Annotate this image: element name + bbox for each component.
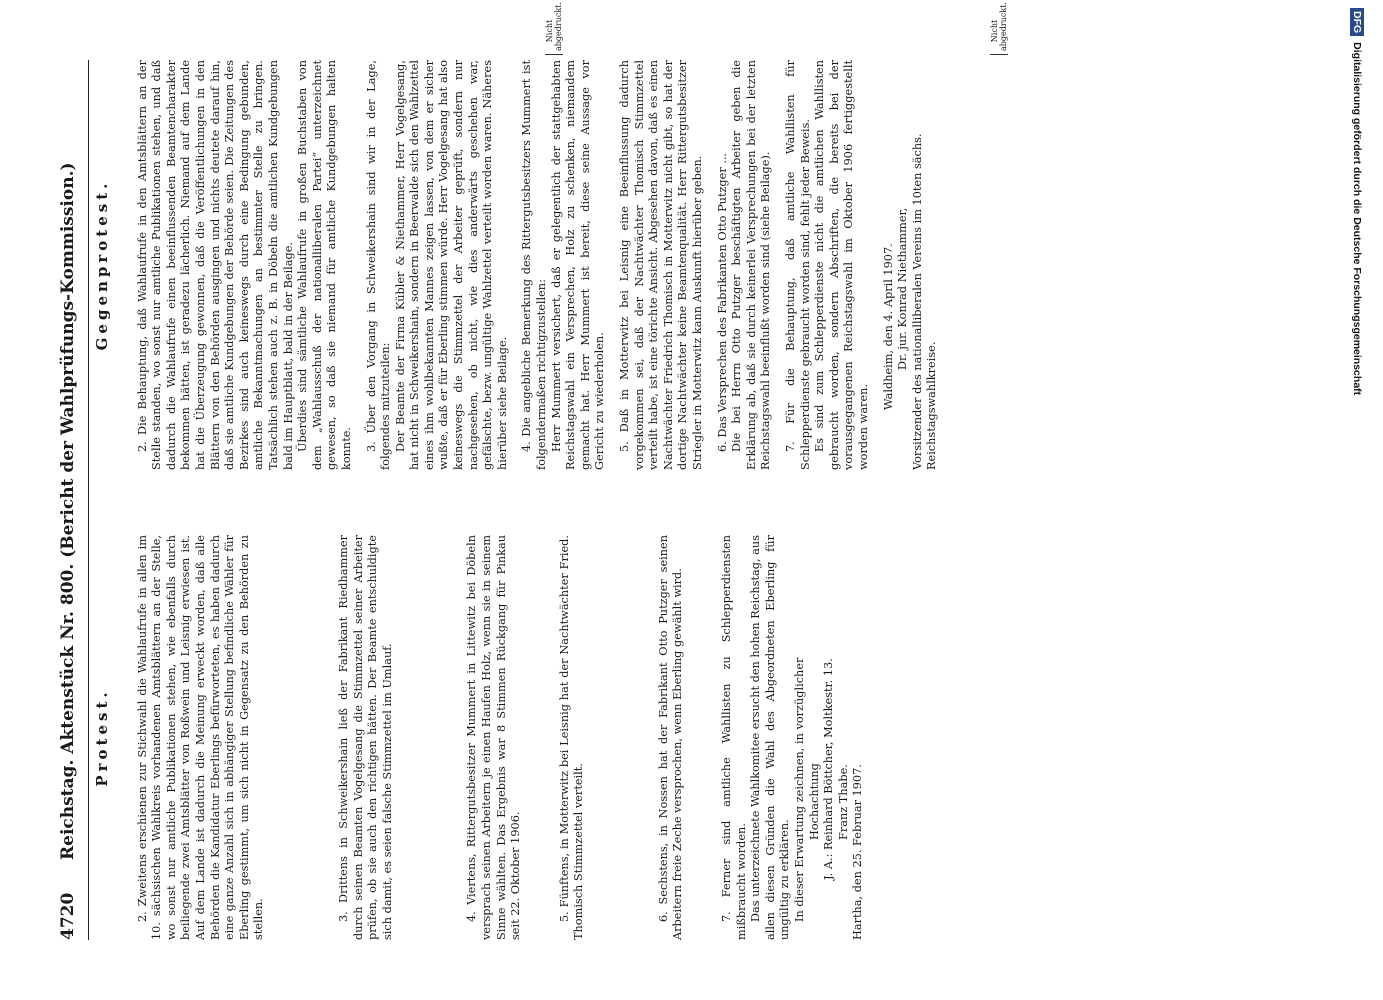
protest-signature-1: J. A.: Reinhard Böttcher, Moltkestr. 13.: [822, 658, 836, 880]
counter-protest-column: [95, 60, 940, 470]
counter-point-2b: Überdies sind sämtliche Wahlaufrufe in großen Buchstaben von dem „Wahlausschuß der nationalliberalen Partei“ unterzeichnet gewesen, so daß sie niemand für amtliche Kundgebungen halten konnte.: [296, 60, 353, 470]
counter-signature-name: Dr. jur. Konrad Niethammer,: [896, 207, 910, 370]
protest-column: [95, 535, 866, 940]
protest-point-2: 2. Zweitens erschienen zur Stichwahl die Wahlaufrufe in allen im 10. sächsischen Wahlkreis vorhandenen Amtsblättern an der Stelle, wo sonst nur amtliche Publikationen stehen, wie ebenfalls durch beiliegende zwei Amtsblätter von Roßwein und Leisnig erwiesen ist. Auf dem Lande ist dadurch die Meinung erweckt worden, daß alle Behörden die Kandidatur Eberlings befürworteten, es haben dadurch eine ganze Anzahl sich in abhängiger Stellung befindliche Wähler für Eberling gestimmt, um sich nicht in Gegensatz zu den Behörden zu stellen.: [135, 535, 266, 940]
counter-point-3b: Der Beamte der Firma Kübler & Niethammer, Herr Vogelgesang, hat nicht in Schweikershain, sondern in Beerwalde sich den Wahlzettel eines ihm wohlbekannten Mannes zeigen lassen, von dem er sicher wußte, daß er für Eberling stimmen würde. Herr Vogelgesang hat also keineswegs die Stimmzettel der Arbeiter geprüft, sondern nur nachgesehen, ob nicht, wie dies anderwärts geschehen war, gefälschte, bezw. ungültige Wahlzettel verteilt worden waren. Näheres hierüber siehe Beilage.: [393, 60, 509, 470]
stamp-text: Digitalisierung gefördert durch die Deutsche Forschungsgemeinschaft: [1351, 42, 1363, 396]
digitization-stamp: [1345, 8, 1369, 998]
protest-request: Das unterzeichnete Wahlkomitee ersucht den hohen Reichstag, aus allen diesen Gründen die Wahl des Abgeordneten Eberling für ungültig zu erklären.: [749, 535, 792, 940]
page-header: [58, 60, 86, 940]
counter-point-7b: Es sind zum Schlepperdienste nicht die amtlichen Wahllisten gebraucht worden, sondern Abschriften, die bereits bei der vorausgegangenen Reichstagswahl im Oktober 1906 fertiggestellt worden waren.: [813, 60, 870, 470]
counter-point-2: 2. Die Behauptung, daß Wahlaufrufe in den Amtsblättern an der Stelle standen, wo sonst nur amtliche Publikationen stehen, und daß dadurch die Wahlaufrufe einen beeinflussenden Beamtencharakter bekommen hätten, ist geradezu lächerlich. Niemand auf dem Lande hat die Überzeugung gewonnen, daß die Veröffentlichungen in den Blättern von den Behörden ausgingen und nichts deutete darauf hin, daß sie amtliche Kundgebungen der Behörde seien. Die Zeitungen des Bezirkes sind auch keineswegs durch eine Bedingung gebunden, amtliche Bekanntmachungen an bestimmter Stelle zu bringen. Tatsächlich stehen auch z. B. in Döbeln die amtlichen Kundgebungen bald im Hauptblatt, bald in der Beilage.: [135, 60, 295, 470]
counter-point-6b: Die bei Herrn Otto Putzger beschäftigten Arbeiter geben die Erklärung ab, daß sie durch keinerlei Versprechungen bei der letzten Reichstagswahl beeinflußt worden sind (siehe Beilage).: [730, 60, 773, 470]
protest-point-3: 3. Drittens in Schweikershain ließ der Fabrikant Riedhammer durch seinen Beamten Vogelgesang die Stimmzettel seiner Arbeiter prüfen, ob sie auch den richtigen hätten. Der Beamte entschuldigte sich damit, es seien falsche Stimmzettel im Umlauf.: [336, 535, 394, 940]
dfg-logo-icon: DFG: [1350, 8, 1364, 36]
document-title: Reichstag. Aktenstück Nr. 800. (Bericht der Wahlprüfungs-Kommission.): [58, 162, 78, 860]
counter-point-4b: Herr Mummert versichert, daß er gelegentlich der stattgehabten Reichstagswahl ein Versprechen, Holz zu schenken, niemandem gemacht hat. Herr Mummert ist bereit, diese seine Aussage vor Gericht zu wiederholen.: [549, 60, 607, 470]
protest-point-7: 7. Ferner sind amtliche Wahllisten zu Schlepperdiensten mißbraucht worden.: [720, 535, 748, 940]
margin-note-2: Nicht abgedruckt.: [990, 11, 1008, 55]
counter-point-5: 5. Daß in Motterwitz bei Leisnig eine Beeinflussung dadurch vorgekommen sei, daß der Nachtwächter Thomisch Stimmzettel verteilt habe, ist eine törichte Ansicht. Abgesehen davon, daß es einen Nachtwächter Friedrich Thomisch in Motterwitz nicht gibt, so hat der dortige Nachtwächter keine Beamtenqualität. Herr Rittergutsbesitzer Striegler in Motterwitz kann Auskunft hierüber geben.: [618, 60, 704, 470]
margin-note-1: Nicht abgedruckt.: [545, 11, 563, 55]
protest-heading: Protest.: [93, 688, 111, 787]
counter-signature-title: Vorsitzender des nationalliberalen Vereins im 10ten sächs. Reichstagswahlkreise.: [910, 133, 939, 470]
protest-place-date: Hartha, den 25. Februar 1907.: [851, 764, 865, 940]
protest-closing: Hochachtung: [807, 763, 821, 840]
counter-point-6: 6. Das Versprechen des Fabrikanten Otto Putzger ...: [715, 152, 729, 452]
protest-point-4: 4. Viertens, Rittergutsbesitzer Mummert in Littewitz bei Döbeln versprach seinen Arbeitern je einen Haufen Holz, wenn sie in seinem Sinne wählten. Das Ergebnis war 8 Stimmen Rückgang für Pinkau seit 22. Oktober 1906.: [465, 535, 523, 940]
protest-signature-2: Franz Thabe.: [836, 764, 850, 840]
counter-point-7: 7. Für die Behauptung, daß amtliche Wahllisten für Schlepperdienste gebraucht worden sind, fehlt jeder Beweis.: [783, 60, 812, 470]
page-number: 4720: [58, 892, 78, 940]
protest-point-5: 5. Fünftens, in Motterwitz bei Leisnig hat der Nachtwächter Fried. Thomisch Stimmzettel verteilt.: [557, 535, 586, 940]
protest-point-6: 6. Sechstens, in Nossen hat der Fabrikant Otto Putzger seinen Arbeitern freie Zeche versprochen, wenn Eberling gewählt wird.: [656, 535, 685, 940]
counter-point-4: 4. Die angebliche Bemerkung des Rittergutsbesitzers Mummert ist folgendermaßen richtigzustellen:: [520, 60, 549, 470]
header-rule: [88, 60, 89, 940]
counter-point-3: 3. Über den Vorgang in Schweikershain sind wir in der Lage, folgendes mitzuteilen:: [364, 60, 393, 470]
counter-protest-heading: Gegenprotest.: [93, 179, 111, 351]
counter-place-date: Waldheim, den 4. April 1907.: [881, 243, 895, 410]
protest-expectation: In dieser Erwartung zeichnen, in vorzüglicher: [793, 657, 807, 922]
